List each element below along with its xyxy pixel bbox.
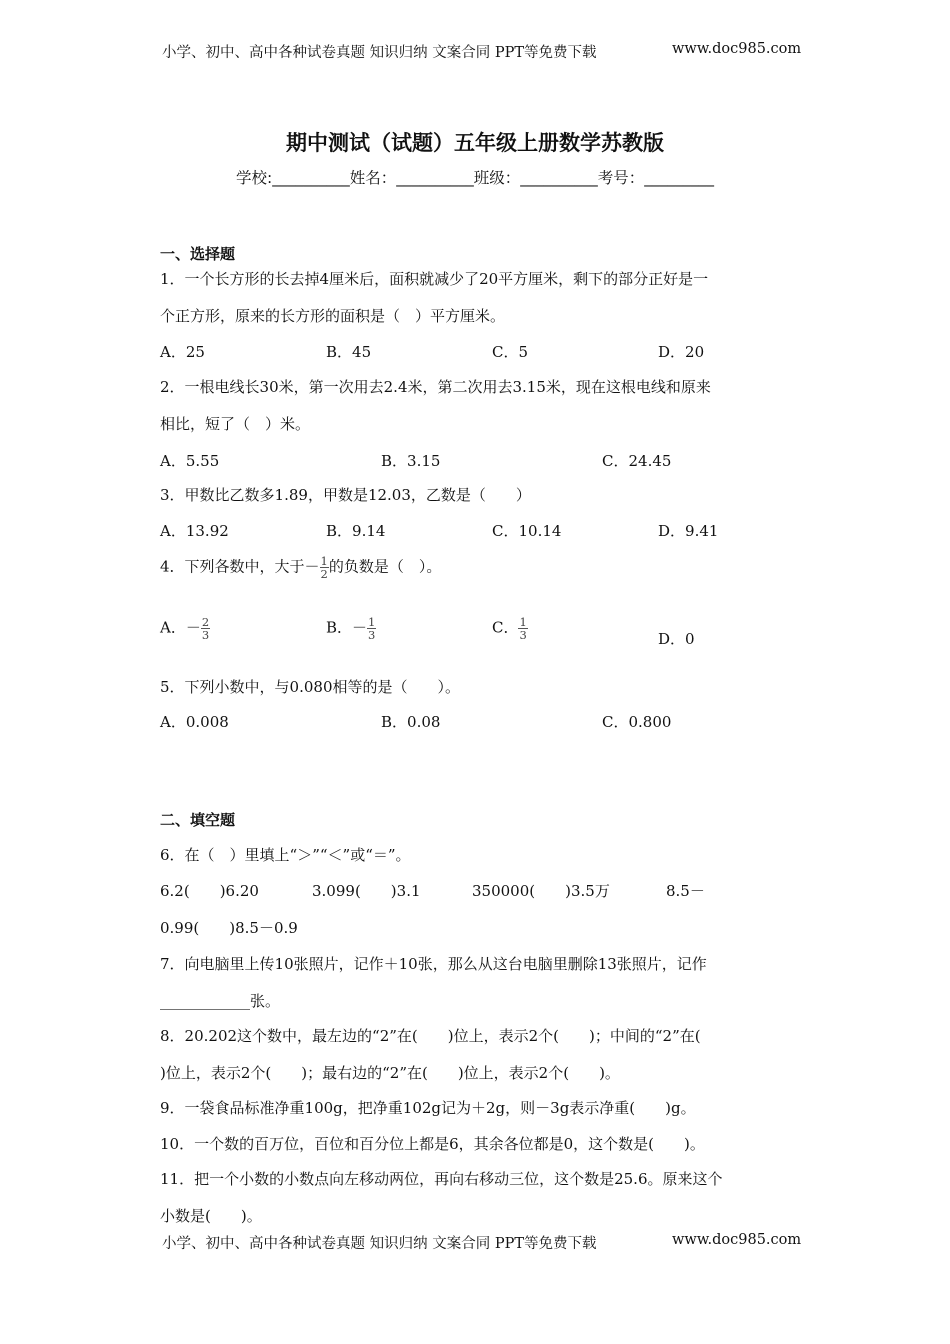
q6-line3[interactable]: 0.99( )8.5－0.9 (160, 919, 298, 937)
q4-fraction (320, 555, 329, 580)
q4-option-d[interactable]: D．0 (658, 630, 695, 648)
q2-line2: 相比，短了（ ）米。 (160, 415, 311, 433)
page-header-url[interactable]: www.doc985.com (672, 41, 802, 57)
q5-line1: 5．下列小数中，与0.080相等的是（ ）。 (160, 678, 460, 696)
q4-pre: 4．下列各数中，大于－ (160, 557, 320, 576)
q2-line1: 2．一根电线长30米，第一次用去2.4米，第二次用去3.15米，现在这根电线和原来 (160, 378, 711, 396)
q4-c-den: 3 (519, 628, 527, 642)
exam-no-label: 考号： (597, 169, 645, 187)
q1-line2: 个正方形，原来的长方形的面积是（ ）平方厘米。 (160, 307, 506, 325)
name-blank[interactable]: __________ (396, 169, 474, 187)
q4-a-fraction (201, 616, 210, 641)
q11-line1: 11．把一个小数的小数点向左移动两位，再向右移动三位，这个数是25.6。原来这个 (160, 1170, 723, 1188)
q4-c-label: C． (492, 618, 519, 637)
q3-option-d[interactable]: D．9.41 (658, 522, 719, 540)
q4-option-c[interactable] (492, 616, 528, 641)
q4-b-fraction (367, 616, 376, 641)
class-label: 班级： (473, 169, 521, 187)
name-label: 姓名： (349, 169, 397, 187)
page-title: 期中测试（试题）五年级上册数学苏教版 (286, 131, 664, 155)
q1-option-a[interactable]: A．25 (160, 343, 205, 361)
q4-option-b[interactable] (326, 616, 376, 641)
q4-option-a[interactable] (160, 616, 210, 641)
q4-a-num: 2 (201, 615, 210, 629)
q6-expr-1[interactable]: 6.2( )6.20 (160, 882, 259, 900)
q8-line1: 8．20.202这个数中，最左边的“2”在( )位上，表示2个( )；中间的“2”在( (160, 1027, 701, 1045)
section-fill-heading: 二、填空题 (160, 811, 236, 829)
q4-b-label: B． (326, 618, 353, 637)
q2-option-a[interactable]: A．5.55 (160, 452, 220, 470)
q4-frac-num: 1 (320, 554, 328, 568)
q2-option-c[interactable]: C．24.45 (602, 452, 672, 470)
exam-no-blank[interactable]: _________ (644, 169, 715, 187)
q10-line1: 10．一个数的百万位，百位和百分位上都是6，其余各位都是0，这个数是( )。 (160, 1135, 705, 1153)
page-header-text: 小学、初中、高中各种试卷真题 知识归纳 文案合同 PPT等免费下载 (162, 45, 597, 61)
q5-option-c[interactable]: C．0.800 (602, 713, 672, 731)
q3-option-b[interactable]: B．9.14 (326, 522, 386, 540)
q6-line1: 6．在（ ）里填上“＞”“＜”或“＝”。 (160, 846, 411, 864)
q6-expr-2[interactable]: 3.099( )3.1 (312, 882, 421, 900)
page-footer-url[interactable]: www.doc985.com (672, 1232, 802, 1248)
q6-expr-3[interactable]: 350000( )3.5万 (472, 882, 610, 900)
school-label: 学校: (235, 169, 273, 187)
q5-option-b[interactable]: B．0.08 (381, 713, 441, 731)
q4-a-label: A． (160, 618, 186, 637)
school-blank[interactable]: __________ (272, 169, 350, 187)
q1-line1: 1．一个长方形的长去掉4厘米后，面积就减少了20平方厘米，剩下的部分正好是一 (160, 270, 709, 288)
q11-line2: 小数是( )。 (160, 1207, 262, 1225)
q4-post: 的负数是（ ）。 (328, 557, 442, 576)
q1-option-b[interactable]: B．45 (326, 343, 372, 361)
q4-c-fraction (518, 616, 527, 641)
q4-frac-den: 2 (320, 567, 328, 581)
q3-option-c[interactable]: C．10.14 (492, 522, 562, 540)
q4-line1 (160, 555, 441, 580)
class-blank[interactable]: __________ (520, 169, 598, 187)
q9-line1: 9．一袋食品标准净重100g，把净重102g记为＋2g，则－3g表示净重( )g。 (160, 1099, 696, 1117)
q6-expr-4[interactable]: 8.5－ (666, 882, 705, 900)
q4-a-sign: － (185, 618, 201, 637)
q7-line2[interactable]: ____________张。 (160, 992, 281, 1010)
q4-b-sign: － (352, 618, 368, 637)
q4-b-den: 3 (368, 628, 376, 642)
q4-c-num: 1 (519, 615, 527, 629)
q8-line2: )位上，表示2个( )；最右边的“2”在( )位上，表示2个( )。 (160, 1064, 620, 1082)
student-info-fields (0, 166, 950, 188)
section-choice-heading: 一、选择题 (160, 245, 236, 263)
q5-option-a[interactable]: A．0.008 (160, 713, 229, 731)
q2-option-b[interactable]: B．3.15 (381, 452, 441, 470)
q3-option-a[interactable]: A．13.92 (160, 522, 229, 540)
q3-line1: 3．甲数比乙数多1.89，甲数是12.03，乙数是（ ） (160, 486, 531, 504)
q1-option-c[interactable]: C．5 (492, 343, 529, 361)
page-footer-text: 小学、初中、高中各种试卷真题 知识归纳 文案合同 PPT等免费下载 (162, 1236, 597, 1252)
q1-option-d[interactable]: D．20 (658, 343, 705, 361)
q4-a-den: 3 (201, 628, 210, 642)
q7-line1: 7．向电脑里上传10张照片，记作＋10张，那么从这台电脑里删除13张照片，记作 (160, 955, 707, 973)
q4-b-num: 1 (368, 615, 376, 629)
